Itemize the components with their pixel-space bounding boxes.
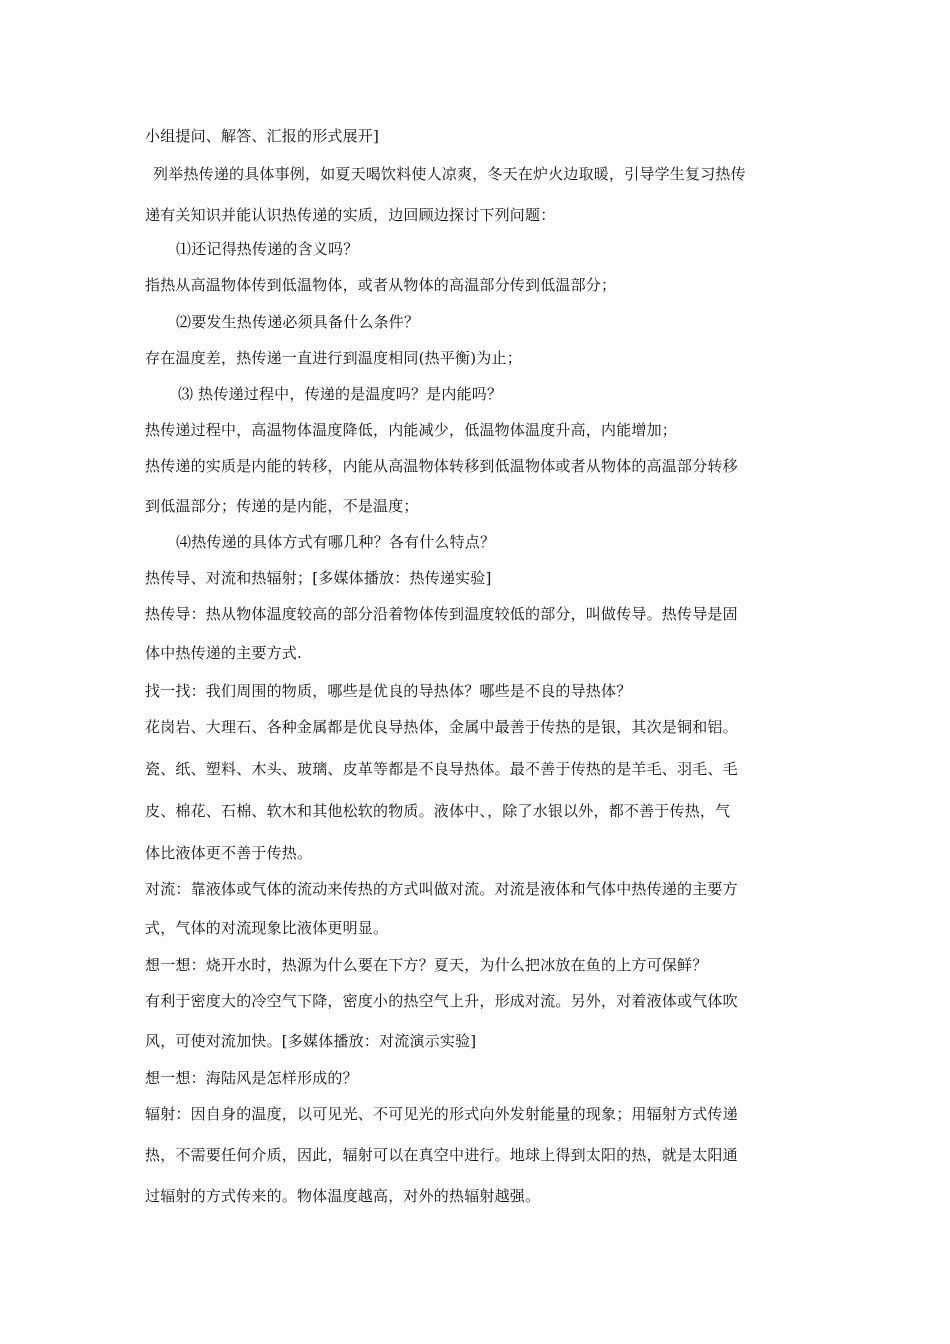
question-line: ⑴还记得热传递的含义吗？: [176, 240, 359, 258]
text-line: 到低温部分；传递的是内能，不是温度；: [145, 497, 419, 515]
text-line: 式，气体的对流现象比液体更明显。: [145, 919, 389, 937]
text-line: 辐射：因自身的温度，以可见光、不可见光的形式向外发射能量的现象；用辐射方式传递: [145, 1105, 738, 1123]
text-line: 皮、棉花、石棉、软木和其他松软的物质。液体中、，除了水银以外，都不善于传热，气: [145, 802, 731, 820]
text-line: 有利于密度大的冷空气下降，密度小的热空气上升，形成对流。另外，对着液体或气体吹: [145, 992, 738, 1010]
text-line: 找一找：我们周围的物质，哪些是优良的导热体？哪些是不良的导热体？: [145, 682, 632, 700]
text-line: 列举热传递的具体事例，如夏天喝饮料使人凉爽，冬天在炉火边取暖，引导学生复习热传: [153, 165, 746, 183]
text-line: 热，不需要任何介质，因此，辐射可以在真空中进行。地球上得到太阳的热，就是太阳通: [145, 1146, 738, 1164]
text-line: 递有关知识并能认识热传递的实质，边回顾边探讨下列问题：: [145, 206, 556, 224]
question-line: ⑵要发生热传递必须具备什么条件？: [176, 313, 420, 331]
text-line: 体比液体更不善于传热。: [145, 844, 313, 862]
text-line: 体中热传递的主要方式.: [145, 644, 302, 662]
text-line: 热传导、对流和热辐射；[多媒体播放：热传递实验]: [145, 569, 492, 587]
question-line: ⑶ 热传递过程中，传递的是温度吗？是内能吗？: [178, 385, 503, 403]
text-line: 热传递的实质是内能的转移，内能从高温物体转移到低温物体或者从物体的高温部分转移: [145, 457, 738, 475]
text-line: 存在温度差，热传递一直进行到温度相同(热平衡)为止；: [145, 349, 522, 367]
text-line: 对流：靠液体或气体的流动来传热的方式叫做对流。对流是液体和气体中热传递的主要方: [145, 880, 738, 898]
text-line: 热传导：热从物体温度较高的部分沿着物体传到温度较低的部分，叫做传导。热传导是固: [145, 605, 738, 623]
text-line: 指热从高温物体传到低温物体，或者从物体的高温部分传到低温部分；: [145, 276, 617, 294]
text-line: 热传递过程中，高温物体温度降低，内能减少，低温物体温度升高，内能增加；: [145, 421, 678, 439]
text-line: 瓷、纸、塑料、木头、玻璃、皮革等都是不良导热体。最不善于传热的是羊毛、羽毛、毛: [145, 760, 738, 778]
question-line: ⑷热传递的具体方式有哪几种？各有什么特点？: [176, 533, 496, 551]
text-line: 小组提问、解答、汇报的形式展开]: [145, 127, 380, 145]
text-line: 想一想：海陆风是怎样形成的？: [145, 1069, 358, 1087]
text-line: 花岗岩、大理石、各种金属都是优良导热体，金属中最善于传热的是银，其次是铜和铝。: [145, 718, 738, 736]
text-line: 风，可使对流加快。[多媒体播放：对流演示实验]: [145, 1032, 477, 1050]
text-line: 想一想：烧开水时，热源为什么要在下方？夏天，为什么把冰放在鱼的上方可保鲜？: [145, 956, 708, 974]
text-line: 过辐射的方式传来的。物体温度越高，对外的热辐射越强。: [145, 1187, 541, 1205]
